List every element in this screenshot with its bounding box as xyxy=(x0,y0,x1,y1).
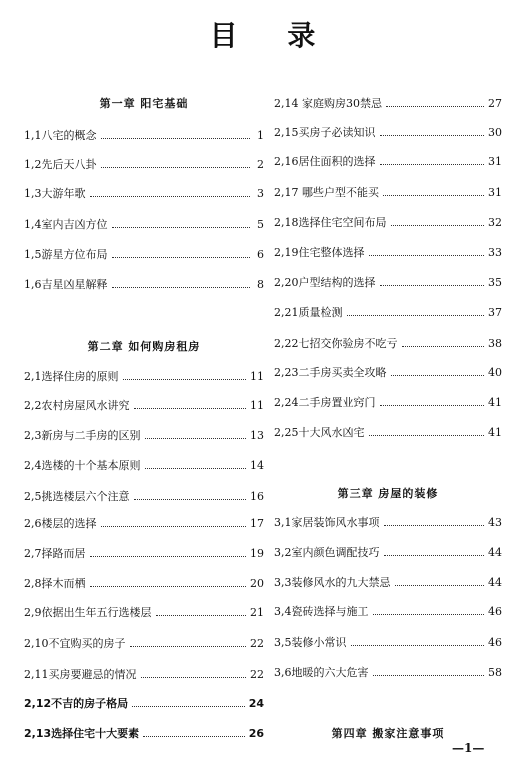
chapter-heading: 第二章 如何购房租房 xyxy=(87,340,201,353)
toc-entry-page: 37 xyxy=(488,305,502,319)
toc-entry[interactable] xyxy=(24,603,264,621)
toc-entry[interactable] xyxy=(24,665,264,683)
leader-dots xyxy=(132,705,245,707)
leader-dots xyxy=(373,674,485,676)
leader-dots xyxy=(112,286,251,288)
toc-entry-title: 2,21质量检测 xyxy=(274,306,343,319)
toc-entry-title: 2,23二手房买卖全攻略 xyxy=(274,366,387,379)
toc-entry-title: 2,5挑选楼层六个注意 xyxy=(24,490,130,503)
leader-dots xyxy=(101,525,247,527)
toc-entry-title: 2,9依据出生年五行选楼层 xyxy=(24,606,152,619)
leader-dots xyxy=(130,645,247,647)
leader-dots xyxy=(101,166,251,168)
toc-entry[interactable] xyxy=(274,573,502,591)
leader-dots xyxy=(143,735,245,737)
toc-entry-page: 38 xyxy=(488,336,502,350)
leader-dots xyxy=(90,195,251,197)
leader-dots xyxy=(134,498,247,500)
toc-entry-title: 2,13选择住宅十大要素 xyxy=(24,727,140,740)
toc-entry[interactable] xyxy=(24,426,264,444)
toc-entry[interactable] xyxy=(24,487,264,505)
toc-entry-title: 2,24二手房置业窍门 xyxy=(274,396,376,409)
leader-dots xyxy=(156,614,247,616)
toc-entry-page: 30 xyxy=(488,125,502,139)
leader-dots xyxy=(380,284,485,286)
toc-entry[interactable] xyxy=(24,694,264,712)
leader-dots xyxy=(380,404,485,406)
toc-entry-title: 2,7择路而居 xyxy=(24,547,86,560)
leader-dots xyxy=(369,434,485,436)
toc-entry-page: 46 xyxy=(488,604,502,618)
toc-entry[interactable] xyxy=(24,275,264,293)
toc-entry-page: 40 xyxy=(488,365,502,379)
leader-dots xyxy=(90,585,247,587)
toc-entry[interactable] xyxy=(24,456,264,474)
toc-entry-title: 2,11买房要避忌的情况 xyxy=(24,668,137,681)
toc-entry-page: 58 xyxy=(488,665,502,679)
toc-entry[interactable] xyxy=(24,367,264,385)
toc-entry-page: 26 xyxy=(248,726,264,740)
toc-entry[interactable] xyxy=(274,273,502,291)
toc-entry-page: 44 xyxy=(488,575,502,589)
toc-entry-page: 13 xyxy=(250,428,264,442)
toc-entry[interactable] xyxy=(274,152,502,170)
leader-dots xyxy=(384,554,485,556)
toc-entry-page: 8 xyxy=(257,277,264,291)
toc-entry-title: 2,22七招交你验房不吃亏 xyxy=(274,337,398,350)
leader-dots xyxy=(380,134,485,136)
toc-entry-page: 3 xyxy=(257,186,264,200)
toc-entry[interactable] xyxy=(274,543,502,561)
toc-entry-page: 35 xyxy=(488,275,502,289)
toc-entry-page: 16 xyxy=(250,489,264,503)
toc-entry-title: 2,18选择住宅空间布局 xyxy=(274,216,387,229)
toc-entry-page: 31 xyxy=(488,154,502,168)
toc-entry[interactable] xyxy=(24,544,264,562)
toc-entry-title: 2,3新房与二手房的区别 xyxy=(24,429,141,442)
toc-entry-page: 17 xyxy=(250,516,264,530)
toc-entry-page: 20 xyxy=(250,576,264,590)
toc-entry-page: 19 xyxy=(250,546,264,560)
toc-entry-page: 27 xyxy=(488,96,502,110)
toc-entry-title: 2,17 哪些户型不能买 xyxy=(274,186,379,199)
leader-dots xyxy=(123,378,247,380)
leader-dots xyxy=(141,676,247,678)
leader-dots xyxy=(351,644,485,646)
toc-entry-page: 24 xyxy=(248,696,264,710)
page-title: 目 录 xyxy=(209,19,336,52)
toc-entry-page: 14 xyxy=(250,458,264,472)
toc-entry-title: 2,14 家庭购房30禁忌 xyxy=(274,97,382,110)
leader-dots xyxy=(347,314,485,316)
toc-entry-page: 22 xyxy=(250,667,264,681)
toc-entry-page: 2 xyxy=(257,157,264,171)
toc-entry-title: 2,6楼层的选择 xyxy=(24,517,97,530)
toc-entry-page: 44 xyxy=(488,545,502,559)
leader-dots xyxy=(90,555,247,557)
toc-entry[interactable] xyxy=(24,396,264,414)
toc-entry[interactable] xyxy=(24,634,264,652)
toc-entry-title: 1,2先后天八卦 xyxy=(24,158,97,171)
toc-entry-page: 41 xyxy=(488,395,502,409)
toc-entry-title: 1,4室内吉凶方位 xyxy=(24,218,108,231)
toc-entry-page: 6 xyxy=(257,247,264,261)
toc-entry[interactable] xyxy=(274,123,502,141)
toc-entry-title: 2,10不宜购买的房子 xyxy=(24,637,126,650)
toc-entry-page: 5 xyxy=(257,217,264,231)
toc-entry-title: 3,4瓷砖选择与施工 xyxy=(274,605,369,618)
toc-entry[interactable] xyxy=(24,724,264,742)
toc-entry-title: 2,19住宅整体选择 xyxy=(274,246,365,259)
leader-dots xyxy=(391,374,485,376)
toc-entry-title: 2,25十大风水凶宅 xyxy=(274,426,365,439)
toc-entry[interactable] xyxy=(274,183,502,201)
leader-dots xyxy=(101,137,251,139)
toc-entry[interactable] xyxy=(274,602,502,620)
toc-entry[interactable] xyxy=(274,303,502,321)
leader-dots xyxy=(384,524,485,526)
toc-entry[interactable] xyxy=(274,334,502,352)
leader-dots xyxy=(373,613,485,615)
toc-entry[interactable] xyxy=(274,423,502,441)
toc-entry-page: 31 xyxy=(488,185,502,199)
page-number: —1— xyxy=(452,741,485,755)
toc-entry[interactable] xyxy=(24,184,264,202)
toc-entry-title: 1,3大游年歌 xyxy=(24,187,86,200)
toc-entry-title: 2,2农村房屋风水讲究 xyxy=(24,399,130,412)
toc-entry-title: 2,15买房子必读知识 xyxy=(274,126,376,139)
toc-entry-page: 1 xyxy=(257,128,264,142)
toc-entry[interactable] xyxy=(274,213,502,231)
toc-entry-title: 1,6吉星凶星解释 xyxy=(24,278,108,291)
toc-entry[interactable] xyxy=(274,393,502,411)
toc-entry-page: 11 xyxy=(250,398,264,412)
toc-entry[interactable] xyxy=(274,513,502,531)
toc-entry-page: 11 xyxy=(250,369,264,383)
toc-entry-page: 33 xyxy=(488,245,502,259)
toc-entry-title: 1,1八宅的概念 xyxy=(24,129,97,142)
leader-dots xyxy=(112,226,251,228)
leader-dots xyxy=(386,105,484,107)
toc-entry-page: 32 xyxy=(488,215,502,229)
leader-dots xyxy=(369,254,485,256)
toc-entry-title: 3,3装修风水的九大禁忌 xyxy=(274,576,391,589)
toc-entry[interactable] xyxy=(24,155,264,173)
toc-entry-title: 2,20户型结构的选择 xyxy=(274,276,376,289)
toc-entry-title: 2,16居住面积的选择 xyxy=(274,155,376,168)
leader-dots xyxy=(134,407,247,409)
leader-dots xyxy=(383,194,484,196)
toc-entry-title: 3,5装修小常识 xyxy=(274,636,347,649)
leader-dots xyxy=(145,437,247,439)
leader-dots xyxy=(391,224,485,226)
toc-entry[interactable] xyxy=(24,574,264,592)
toc-entry-page: 41 xyxy=(488,425,502,439)
toc-entry-title: 2,4选楼的十个基本原则 xyxy=(24,459,141,472)
leader-dots xyxy=(380,163,485,165)
toc-entry[interactable] xyxy=(24,126,264,144)
toc-entry[interactable] xyxy=(274,94,502,112)
toc-entry-page: 22 xyxy=(250,636,264,650)
toc-entry-title: 2,1选择住房的原则 xyxy=(24,370,119,383)
toc-entry-page: 46 xyxy=(488,635,502,649)
toc-entry[interactable] xyxy=(24,514,264,532)
toc-entry-title: 2,12不吉的房子格局 xyxy=(24,697,129,710)
toc-entry-title: 3,1家居装饰风水事项 xyxy=(274,516,380,529)
toc-entry[interactable] xyxy=(274,243,502,261)
toc-entry[interactable] xyxy=(24,215,264,233)
leader-dots xyxy=(145,467,247,469)
toc-entry-title: 3,6地暖的六大危害 xyxy=(274,666,369,679)
chapter-heading: 第四章 搬家注意事项 xyxy=(331,727,445,740)
chapter-heading: 第一章 阳宅基础 xyxy=(99,97,189,110)
toc-entry-page: 21 xyxy=(250,605,264,619)
toc-entry[interactable] xyxy=(24,245,264,263)
toc-entry-title: 1,5游星方位布局 xyxy=(24,248,108,261)
toc-entry[interactable] xyxy=(274,363,502,381)
toc-entry-title: 2,8择木而栖 xyxy=(24,577,86,590)
leader-dots xyxy=(112,256,251,258)
toc-entry-title: 3,2室内颜色调配技巧 xyxy=(274,546,380,559)
chapter-heading: 第三章 房屋的装修 xyxy=(337,487,439,500)
toc-entry[interactable] xyxy=(274,663,502,681)
leader-dots xyxy=(395,584,485,586)
toc-entry-page: 43 xyxy=(488,515,502,529)
toc-entry[interactable] xyxy=(274,633,502,651)
leader-dots xyxy=(402,345,485,347)
